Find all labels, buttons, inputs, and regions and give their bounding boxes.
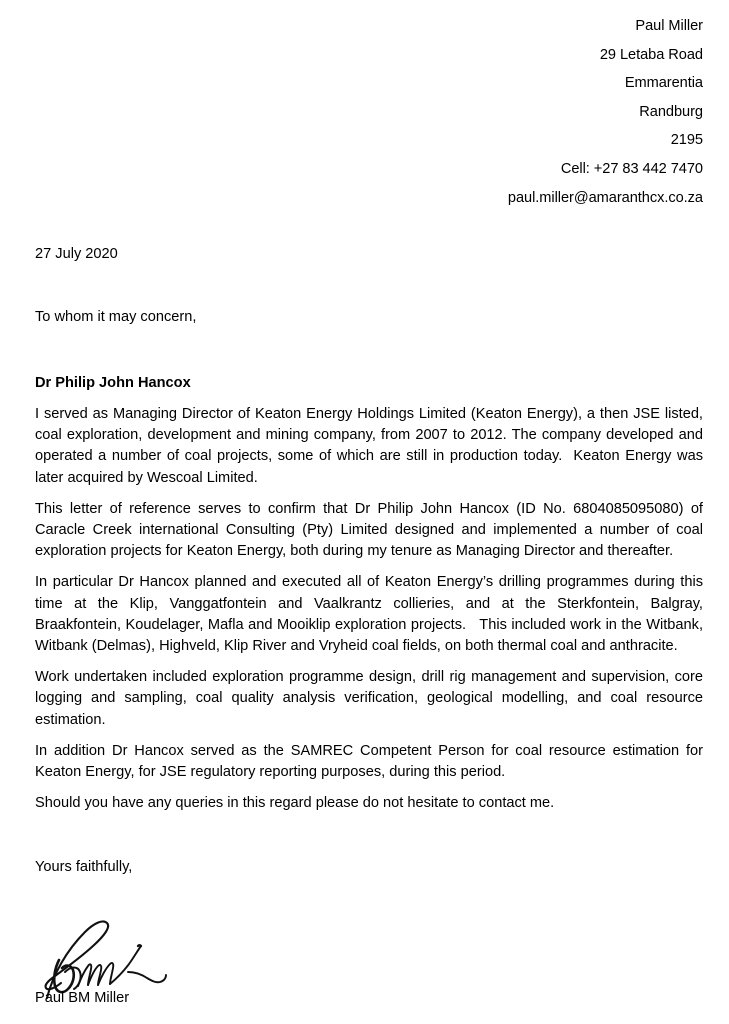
body-paragraph-2: This letter of reference serves to confirm that Dr Philip John Hancox (ID No. 6804085095080) of Caracle Creek international Consulting (Pty) Limited designed and implemented a number of coal exploration projects for Keaton Energy, both during my tenure as Managing Director and thereafter. <box>35 500 708 560</box>
letter-body <box>35 404 708 814</box>
letterhead-line-city: Randburg <box>639 103 703 120</box>
letter-subject-heading: Dr Philip John Hancox <box>35 375 191 391</box>
letter-salutation: To whom it may concern, <box>35 309 197 325</box>
letterhead-line-name: Paul Miller <box>635 18 703 34</box>
body-paragraph-4: Work undertaken included exploration programme design, drill rig management and supervision, core logging and sampling, coal quality analysis verification, geological modelling, and coal resource estimation. <box>35 669 708 728</box>
body-paragraph-5: In addition Dr Hancox served as the SAMREC Competent Person for coal resource estimation for Keaton Energy, for JSE regulatory reporting purposes, during this period. <box>35 742 708 781</box>
letter-closing: Yours faithfully, <box>35 859 133 875</box>
letterhead-line-street: 29 Letaba Road <box>599 46 703 63</box>
letterhead-line-postcode: 2195 <box>670 132 703 149</box>
letterhead-line-email: paul.miller@amaranthcx.co.za <box>507 189 703 206</box>
body-paragraph-6: Should you have any queries in this regard please do not hesitate to contact me. <box>35 795 555 812</box>
letterhead-line-suburb: Emmarentia <box>624 75 703 92</box>
body-paragraph-3: In particular Dr Hancox planned and executed all of Keaton Energy’s drilling programmes during this time at the Klip, Vanggatfontein and Vaalkrantz collieries, and at the Sterkfontein, Balgray, Braakfontein, Koudelager, Mafla and Mooiklip exploration projects. This included work in the Witbank, Witbank (Delmas), Highveld, Klip River and Vryheid coal fields, on both thermal coal and anthracite. <box>35 574 708 655</box>
signatory-name: Paul BM Miller <box>35 990 130 1006</box>
letterhead-line-phone: Cell: +27 83 442 7470 <box>560 160 703 177</box>
letter-date: 27 July 2020 <box>35 246 118 262</box>
body-paragraph-1: I served as Managing Director of Keaton Energy Holdings Limited (Keaton Energy), a then JSE listed, coal exploration, development and mining company, from 2007 to 2012. The company developed and operated a number of coal projects, some of which are still in production today. Keaton Energy was later acquired by Wescoal Limited. <box>35 406 708 486</box>
letterhead-block <box>35 12 703 212</box>
